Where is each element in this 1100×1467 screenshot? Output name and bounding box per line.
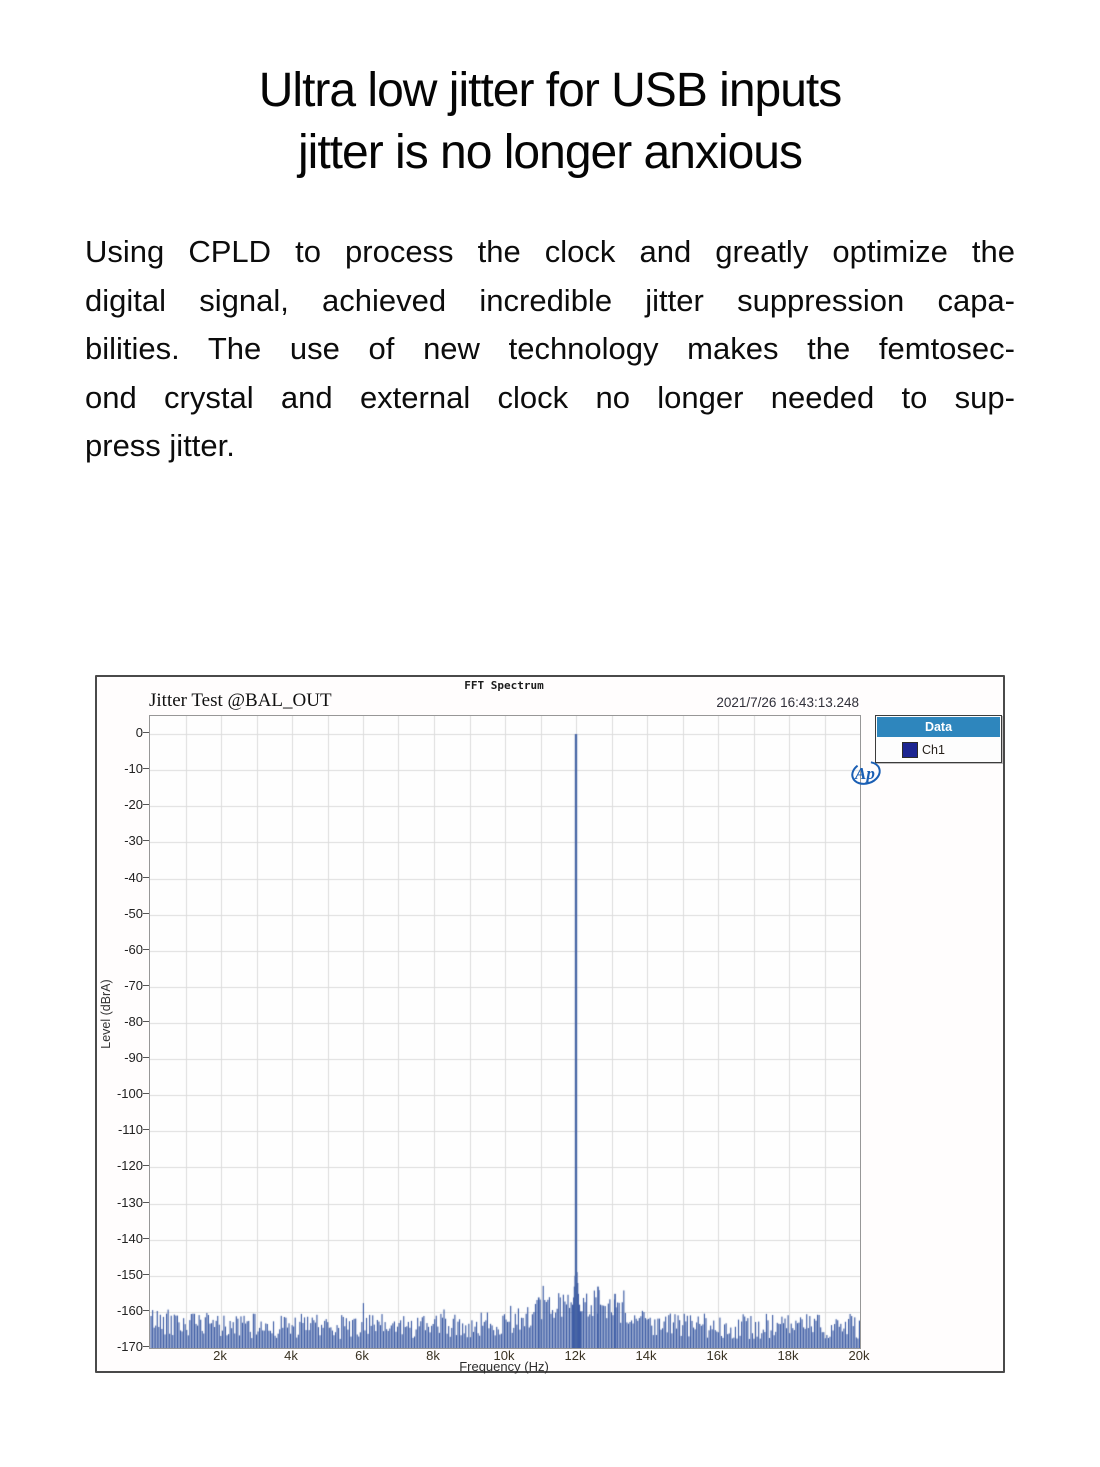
svg-text:Ap: Ap (855, 764, 875, 783)
paragraph-line: ond crystal and external clock no longer needed to sup- (85, 379, 1015, 415)
chart-trace-label: Jitter Test @BAL_OUT (149, 690, 332, 711)
y-tick-ylab: -170 (116, 1339, 143, 1354)
spectrum-plot-canvas (149, 715, 861, 1349)
x-tick-label: 16k (706, 1348, 728, 1363)
audio-precision-logo-icon (847, 759, 885, 789)
y-tick-ytick (143, 1202, 149, 1203)
y-tick-ytick (143, 1346, 149, 1347)
plot-area (149, 715, 875, 1347)
y-tick-ytick (143, 768, 149, 769)
y-tick-ytick (143, 1274, 149, 1275)
y-tick-ylab: 0 (135, 725, 143, 741)
y-tick-ytick (143, 877, 149, 878)
x-axis-title: Frequency (Hz) (459, 1359, 549, 1374)
y-tick-ylab: -140 (116, 1230, 143, 1246)
y-tick-ylab: -70 (124, 977, 143, 993)
y-tick-ylab: -110 (117, 1122, 143, 1138)
y-tick-ytick (143, 1057, 149, 1058)
y-tick-ytick (143, 1021, 149, 1022)
x-tick-label: 20k (848, 1348, 870, 1363)
y-tick-ylab: -160 (116, 1302, 143, 1318)
y-tick-ylab: -150 (116, 1266, 143, 1282)
paragraph-line: bilities. The use of new technology makes the femtosec- (85, 331, 1015, 366)
paragraph-line: Using CPLD to process the clock and greatly optimize the (85, 234, 1015, 269)
y-tick-ytick (143, 1093, 149, 1094)
body-paragraph (85, 228, 1015, 471)
y-tick-ytick (143, 1238, 149, 1239)
y-tick-ylab: -50 (124, 905, 143, 921)
fft-spectrum-chart (95, 675, 1005, 1373)
page-title (0, 60, 1100, 184)
x-tick-label: 14k (635, 1348, 657, 1363)
ch1-swatch-icon (902, 742, 918, 758)
x-tick-label: 12k (564, 1348, 586, 1363)
y-tick-ylab: -10 (124, 761, 143, 777)
page-title-line2: jitter is no longer anxious (298, 126, 802, 179)
x-tick-label: 6k (355, 1348, 369, 1363)
legend-row (876, 738, 1001, 762)
x-tick-label: 10k (493, 1348, 515, 1363)
paragraph-line: digital signal, achieved incredible jitter suppression capa- (85, 282, 1015, 318)
y-tick-ytick (143, 913, 149, 914)
chart-timestamp: 2021/7/26 16:43:13.248 (716, 695, 859, 710)
x-tick-label: 8k (426, 1348, 440, 1363)
x-tick-label: 18k (777, 1348, 799, 1363)
y-tick-ytick (143, 732, 149, 733)
y-tick-ytick (143, 1129, 149, 1130)
y-tick-ytick (143, 949, 149, 950)
y-axis-title: Level (dBrA) (99, 979, 113, 1049)
x-tick-label: 2k (213, 1348, 227, 1363)
chart-window-title: FFT Spectrum (464, 679, 544, 692)
y-tick-ytick (143, 985, 149, 986)
y-tick-ylab: -130 (116, 1194, 143, 1210)
y-tick-ytick (143, 1165, 149, 1166)
paragraph-line: press jitter. (85, 428, 235, 463)
legend-series-label: Ch1 (922, 743, 945, 757)
y-tick-ylab: -60 (124, 941, 143, 957)
legend-header: Data (877, 717, 1000, 737)
y-tick-ytick (143, 840, 149, 841)
legend (875, 715, 1002, 763)
y-tick-ylab: -20 (124, 797, 143, 813)
y-tick-ylab: -80 (124, 1013, 143, 1029)
y-tick-ylab: -90 (124, 1050, 143, 1066)
x-tick-label: 4k (284, 1348, 298, 1363)
y-tick-ylab: -40 (124, 869, 143, 885)
y-tick-ylab: -30 (124, 833, 143, 849)
y-tick-ylab: -120 (116, 1158, 143, 1174)
page-title-line1: Ultra low jitter for USB inputs (258, 64, 842, 117)
y-tick-ylab: -100 (116, 1086, 143, 1102)
y-tick-ytick (143, 804, 149, 805)
y-tick-ytick (143, 1310, 149, 1311)
